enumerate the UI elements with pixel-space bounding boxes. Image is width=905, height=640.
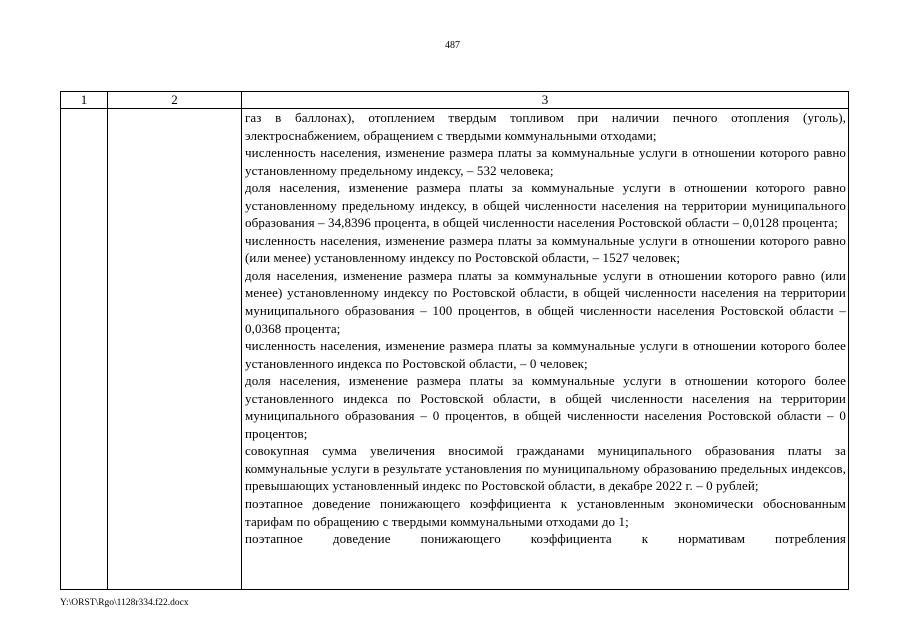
table-cell-col3 [242, 109, 849, 590]
paragraph-10: поэтапное доведение понижающего коэффициента к нормативам потребления [245, 531, 846, 547]
paragraph-4: численность населения, изменение размера платы за коммунальные услуги в отношении которого равно (или менее) установленному индексу по Ростовской области, – 1527 человек; [245, 232, 846, 266]
column-header-1: 1 [61, 92, 108, 109]
table-cell-col2 [108, 109, 242, 590]
table-cell-col1 [61, 109, 108, 590]
page-number: 487 [445, 40, 460, 51]
footer-file-path: Y:\ORST\Rgo\1128r334.f22.docx [60, 598, 189, 608]
paragraph-7: доля населения, изменение размера платы за коммунальные услуги в отношении которого более установленного индекса по Ростовской области, в общей численности населения на территории муниципального образования – 0 процентов, в общей численности населения Ростовской области – 0 процентов; [245, 373, 846, 441]
table-row [61, 109, 849, 590]
paragraph-3: доля населения, изменение размера платы за коммунальные услуги в отношении которого равно установленному предельному индексу, в общей численности населения на территории муниципального образования – 34,8396 процента, в общей численности населения Ростовской области – 0,0128 процента; [245, 180, 846, 231]
table-header-row [61, 92, 849, 109]
paragraph-5: доля населения, изменение размера платы за коммунальные услуги в отношении которого равно (или менее) установленному индексу по Ростовской области, в общей численности населения на территории муниципального образования – 100 процентов, в общей численности населения Ростовской области – 0,0368 процента; [245, 267, 846, 336]
paragraph-1: газ в баллонах), отоплением твердым топливом при наличии печного отопления (уголь), электроснабжением, обращением с твердыми коммунальными отходами; [245, 110, 846, 143]
paragraph-2: численность населения, изменение размера платы за коммунальные услуги в отношении которого равно установленному предельному индексу, – 532 человека; [245, 145, 846, 178]
paragraph-9: поэтапное доведение понижающего коэффициента к установленным экономически обоснованным тарифам по обращению с твердыми коммунальными отходами до 1; [245, 496, 846, 529]
paragraph-6: численность населения, изменение размера платы за коммунальные услуги в отношении которого более установленного индекса по Ростовской области, – 0 человек; [245, 338, 846, 371]
column-header-3: 3 [242, 92, 849, 109]
document-table [60, 91, 849, 590]
column-header-2: 2 [108, 92, 242, 109]
paragraph-8: совокупная сумма увеличения вносимой гражданами муниципального образования платы за коммунальные услуги в результате установления по муниципальному образованию предельных индексов, превышающих установленный индекс по Ростовской области, в декабре 2022 г. – 0 рублей; [245, 443, 846, 494]
